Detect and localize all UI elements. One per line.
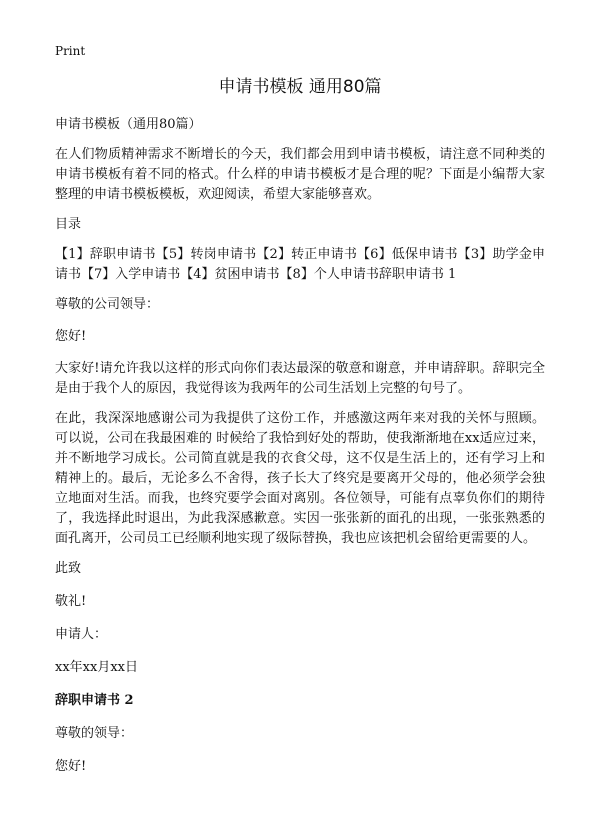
date-line: xx年xx月xx日	[55, 660, 138, 675]
intro-paragraph: 在人们物质精神需求不断增长的今天，我们都会用到申请书模板，请注意不同种类的申请书模板有着不同的格式。什么样的申请书模板才是合理的呢？下面是小编帮大家整理的申请书模板模板，欢迎阅读，希望大家能够喜欢。	[55, 147, 545, 202]
body-paragraph: 大家好!请允许我以这样的形式向你们表达最深的敬意和谢意，并申请辞职。辞职完全是由于我个人的原因，我觉得该为我两年的公司生活划上完整的句号了。	[55, 361, 545, 396]
closing-line: 敬礼!	[55, 594, 87, 609]
closing-line: 此致	[55, 561, 82, 576]
greeting: 您好!	[55, 759, 87, 774]
salutation: 尊敬的领导：	[55, 726, 134, 741]
applicant-line: 申请人：	[55, 627, 108, 642]
print-label[interactable]: Print	[55, 44, 86, 58]
section-title: 辞职申请书 2	[55, 693, 134, 708]
salutation: 尊敬的公司领导：	[55, 297, 160, 312]
table-of-contents: 【1】辞职申请书【5】转岗申请书【2】转正申请书【6】低保申请书【3】助学金申请书【7】入学申请书【4】贫困申请书【8】个人申请书辞职申请书 1	[55, 247, 545, 282]
toc-heading: 目录	[55, 217, 82, 232]
document-title: 申请书模板 通用80篇	[218, 77, 382, 97]
body-paragraph: 在此，我深深地感谢公司为我提供了这份工作，并感激这两年来对我的关怀与照顾。可以说，公司在我最困难的 时候给了我恰到好处的帮助，使我渐渐地在xx适应过来，并不断地学习成长。公司简直就是我的衣食父母，这不仅是生活上的，还有学习上和精神上的。最后，无论多么不舍得，孩子长大了终究是要离开父母的，他必须学会独立地面对生活。而我，也终究要学会面对离别。各位领导，可能有点辜负你们的期待了，我选择此时退出，为此我深感歉意。实因一张张新的面孔的出现，一张张熟悉的面孔离开，公司员工已经顺利地实现了级际替换，我也应该把机会留给更需要的人。	[55, 411, 545, 546]
greeting: 您好!	[55, 329, 87, 344]
document-subtitle: 申请书模板（通用80篇）	[55, 117, 202, 132]
